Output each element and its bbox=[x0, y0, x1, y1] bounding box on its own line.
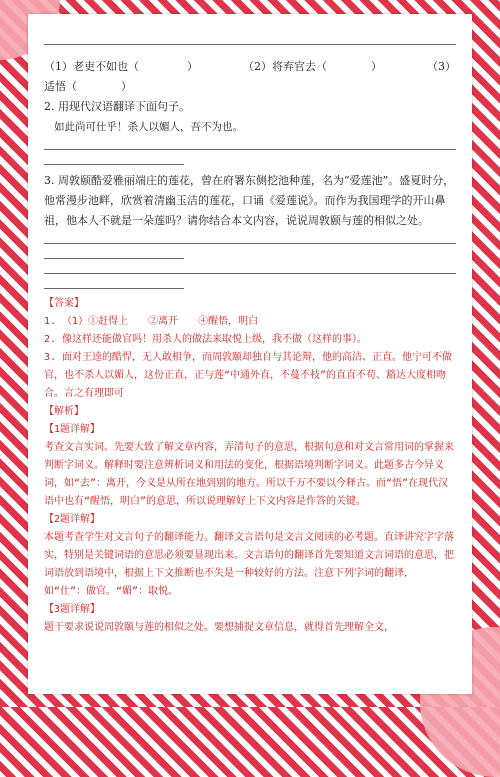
analysis-heading: 【解析】 bbox=[44, 406, 84, 417]
q1-item-1-close: ） bbox=[187, 60, 198, 73]
question-1 bbox=[44, 57, 456, 137]
q1-item-2-close: ） bbox=[371, 60, 382, 73]
answer-section bbox=[44, 295, 456, 637]
worksheet-page bbox=[28, 14, 472, 694]
answer-line-q3a bbox=[44, 243, 456, 244]
question-2-sentence: 如此尚可仕乎！杀人以媚人，吾不为也。 bbox=[54, 121, 243, 133]
question-3: 3. 周敦颐酷爱雅丽端庄的莲花，曾在府署东侧挖池种莲，名为“爱莲池”。盛夏时分，他常漫步池畔，欣赏着清幽玉洁的莲花，口诵《爱莲说》。而作为我国理学的开山鼻祖，他本人不就是一朵莲吗？请你结合本文内容，说说周敦颐与莲的相似之处。 bbox=[44, 174, 455, 227]
q1-item-2: （2）将弃官去（ bbox=[243, 60, 327, 73]
worksheet-content bbox=[44, 14, 456, 637]
analysis-2-text: 本题考查学生对文言句子的翻译能力。翻译文言语句是文言文阅读的必考题。直译讲究字字落实，特别是关键词语的意思必须要显现出来。文言语句的翻译首先要知道文言词语的意思，把词语放到语境中，根据上下文推断也不失是一种较好的方法。注意下列字词的翻译，如“仕”：做官。“媚”：取悦。 bbox=[44, 532, 454, 597]
answer-3: 3. 面对王逵的酷悍，无人敢相争，而周敦颐却独自与其论辩，他的高洁、正直。他宁可不做官，也不杀人以媚人，这份正直，正与莲“中通外直，不蔓不枝”的直直不苟、豁达大度相吻合。言之有理即可 bbox=[44, 352, 453, 399]
answer-line-q2b bbox=[44, 164, 184, 165]
divider-top bbox=[44, 44, 456, 45]
analysis-2-heading: 【2题详解】 bbox=[44, 514, 101, 525]
q1-item-3-cont: 适悟（ ） bbox=[44, 80, 132, 93]
answer-line-q3d bbox=[44, 288, 184, 289]
analysis-3-heading: 【3题详解】 bbox=[44, 604, 101, 615]
answer-line-q3c bbox=[44, 273, 456, 274]
answer-2: 2. 像这样还能做官吗！用杀人的做法来取悦上级，我不做（这样的事）。 bbox=[44, 334, 368, 345]
question-1-row bbox=[44, 57, 456, 77]
analysis-1-heading: 【1题详解】 bbox=[44, 424, 101, 435]
answer-line-q2a bbox=[44, 149, 456, 150]
answer-1: 1. （1）①赶得上 ②离开 ④醒悟，明白 bbox=[44, 316, 259, 327]
q1-item-1: （1）老吏不如也（ bbox=[44, 60, 139, 73]
q1-item-3: （3） bbox=[427, 60, 456, 73]
analysis-3-text: 题干要求说说周敦颐与莲的相似之处。要想捕捉文章信息，就得首先理解全文， bbox=[44, 622, 394, 633]
answer-line-q3b bbox=[44, 258, 184, 259]
analysis-1-text: 考查文言实词。先要大致了解文章内容，弄清句子的意思，根据句意和对文言常用词的掌握来判断字词义。解释时要注意辨析词义和用法的变化，根据语境判断字词义。此题多古今异义词，如“去”：离开，今义是从所在地到别的地方。所以千万不要以今释古。而“悟”在现代汉语中也有“醒悟，明白”的意思，所以说理解好上下文内容是作答的关键。 bbox=[44, 442, 454, 507]
question-2-title: 2. 用现代汉语翻译下面句子。 bbox=[44, 100, 190, 113]
answer-heading: 【答案】 bbox=[44, 298, 84, 309]
